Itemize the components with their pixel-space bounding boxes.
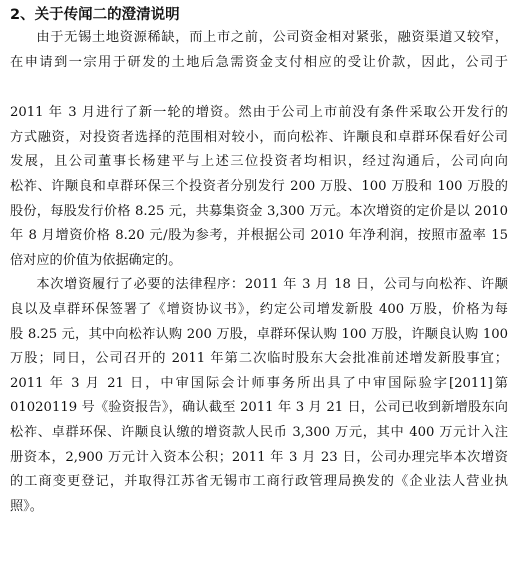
text-line: 照》。 — [10, 498, 43, 514]
text-line: 松祚、卓群环保、许颙良认缴的增资款人民币 3,300 万元，其中 400 万元计入注 — [10, 424, 508, 440]
paragraph-1 — [10, 26, 508, 75]
text-line: 倍对应的价值为依据确定的。 — [10, 252, 182, 268]
text-line: 的工商变更登记，并取得江苏省无锡市工商行政管理局换发的《企业法人营业执 — [10, 474, 508, 490]
text-line: 万股；同日，公司召开的 2011 年第二次临时股东大会批准前述增发新股事宜； — [10, 351, 508, 367]
text-line: 2011 年 3 月进行了新一轮的增资。然由于公司上市前没有条件采取公开发行的 — [10, 105, 508, 121]
text-line: 在申请到一宗用于研发的土地后急需资金支付相应的受让价款，因此，公司于 — [10, 54, 508, 70]
text-line: 良以及卓群环保签署了《增资协议书》，约定公司增发新股 400 万股，价格为每 — [10, 301, 508, 317]
text-line: 年 8 月增资价格 8.20 元/股为参考，并根据公司 2010 年净利润，按照市盈率 15 — [10, 228, 508, 244]
text-line: 2011 年 3 月 21 日，中审国际会计师事务所出具了中审国际验字[2011]第 — [10, 375, 508, 391]
text-line: 发展，且公司董事长杨建平与上述三位投资者均相识，经过沟通后，公司向向 — [10, 154, 508, 170]
text-line: 01020119 号《验资报告》，确认截至 2011 年 3 月 21 日，公司已收到新增股东向 — [10, 400, 508, 416]
paragraph-3 — [10, 273, 508, 519]
text-line: 股 8.25 元，其中向松祚认购 200 万股，卓群环保认购 100 万股，许颙良认购 100 — [10, 326, 508, 342]
text-line: 本次增资履行了必要的法律程序：2011 年 3 月 18 日，公司与向松祚、许颙 — [36, 277, 508, 293]
paragraph-2 — [10, 101, 508, 273]
text-line: 股份，每股发行价格 8.25 元，共募集资金 3,300 万元。本次增资的定价是以 2010 — [10, 203, 508, 219]
text-line: 松祚、许颙良和卓群环保三个投资者分别发行 200 万股、100 万股和 100 万股的 — [10, 178, 508, 194]
section-heading: 2、关于传闻二的澄清说明 — [10, 7, 180, 23]
text-line: 方式融资，对投资者选择的范围相对较小，而向松祚、许颙良和卓群环保看好公司 — [10, 129, 508, 145]
text-line: 由于无锡土地资源稀缺，而上市之前，公司资金相对紧张，融资渠道又较窄， — [36, 30, 508, 45]
text-line: 册资本，2,900 万元计入资本公积；2011 年 3 月 23 日，公司办理完毕本次增资 — [10, 449, 508, 465]
